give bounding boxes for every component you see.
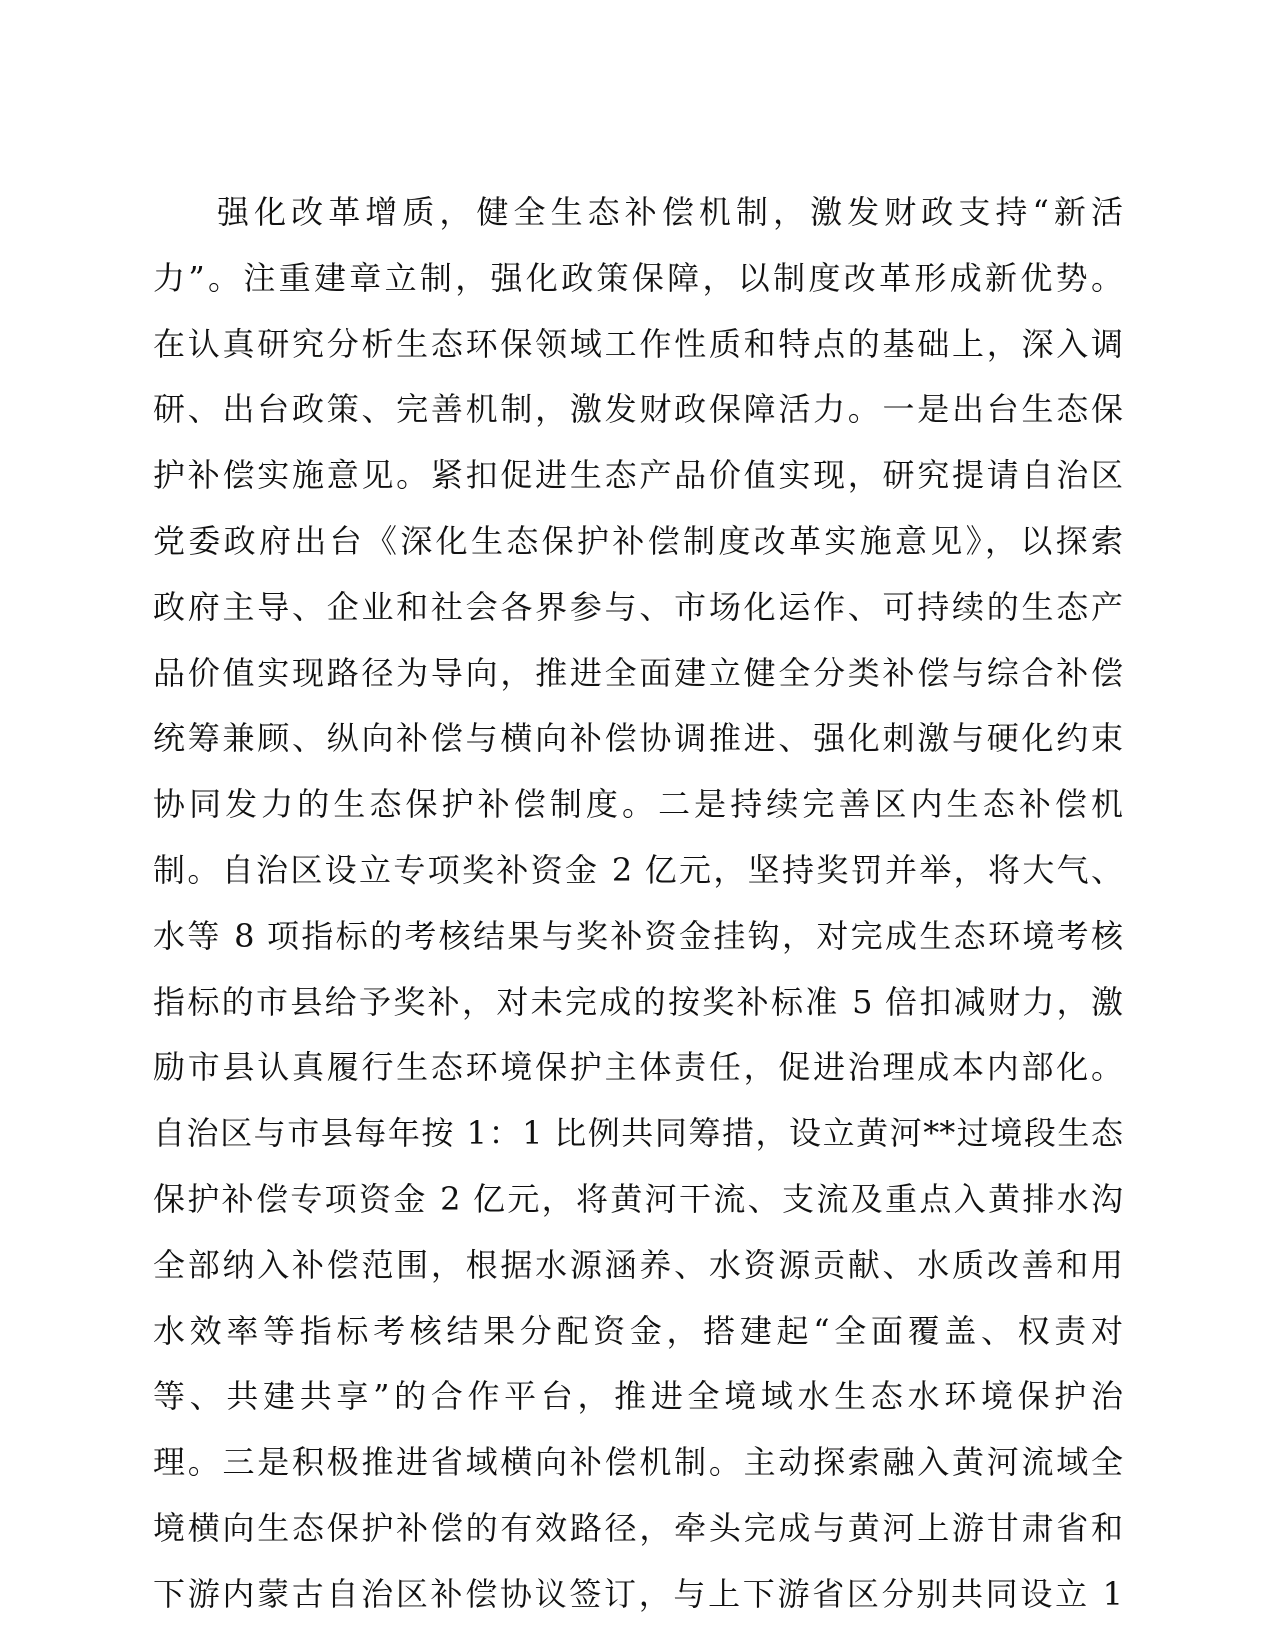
text-line-19: 等、共建共享”的合作平台，推进全境域水生态水环境保护治 — [153, 1377, 1123, 1416]
text-line-5: 护补偿实施意见。紧扣促进生态产品价值实现，研究提请自治区 — [153, 456, 1123, 495]
text-line-11: 制。自治区设立专项奖补资金 2 亿元，坚持奖罚并举，将大气、 — [153, 850, 1123, 889]
text-line-9: 统筹兼顾、纵向补偿与横向补偿协调推进、强化刺激与硬化约束 — [153, 719, 1123, 758]
text-line-4: 研、出台政策、完善机制，激发财政保障活力。一是出台生态保 — [153, 390, 1123, 429]
text-line-20: 理。三是积极推进省域横向补偿机制。主动探索融入黄河流域全 — [153, 1443, 1123, 1482]
text-line-6: 党委政府出台《深化生态保护补偿制度改革实施意见》，以探索 — [153, 521, 1123, 560]
text-line-21: 境横向生态保护补偿的有效路径，牵头完成与黄河上游甘肃省和 — [153, 1508, 1123, 1547]
text-line-17: 全部纳入补偿范围，根据水源涵养、水资源贡献、水质改善和用 — [153, 1245, 1123, 1284]
text-line-18: 水效率等指标考核结果分配资金，搭建起“全面覆盖、权责对 — [153, 1311, 1123, 1350]
text-line-13: 指标的市县给予奖补，对未完成的按奖补标准 5 倍扣减财力，激 — [153, 982, 1123, 1021]
text-line-1: 强化改革增质，健全生态补偿机制，激发财政支持“新活 — [217, 193, 1123, 231]
text-line-8: 品价值实现路径为导向，推进全面建立健全分类补偿与综合补偿 — [153, 653, 1123, 692]
text-line-15: 自治区与市县每年按 1：1 比例共同筹措，设立黄河**过境段生态 — [153, 1114, 1123, 1153]
text-line-2: 力”。注重建章立制，强化政策保障，以制度改革形成新优势。 — [153, 258, 1123, 297]
text-line-3: 在认真研究分析生态环保领域工作性质和特点的基础上，深入调 — [153, 324, 1123, 363]
text-line-14: 励市县认真履行生态环境保护主体责任，促进治理成本内部化。 — [153, 1048, 1123, 1087]
text-line-22: 下游内蒙古自治区补偿协议签订，与上下游省区分别共同设立 1 — [153, 1574, 1123, 1613]
text-line-10: 协同发力的生态保护补偿制度。二是持续完善区内生态补偿机 — [153, 785, 1123, 824]
text-line-16: 保护补偿专项资金 2 亿元，将黄河干流、支流及重点入黄排水沟 — [153, 1179, 1123, 1218]
body-paragraph — [153, 180, 1123, 1628]
text-line-12: 水等 8 项指标的考核结果与奖补资金挂钩，对完成生态环境考核 — [153, 916, 1123, 955]
text-line-7: 政府主导、企业和社会各界参与、市场化运作、可持续的生态产 — [153, 587, 1123, 626]
